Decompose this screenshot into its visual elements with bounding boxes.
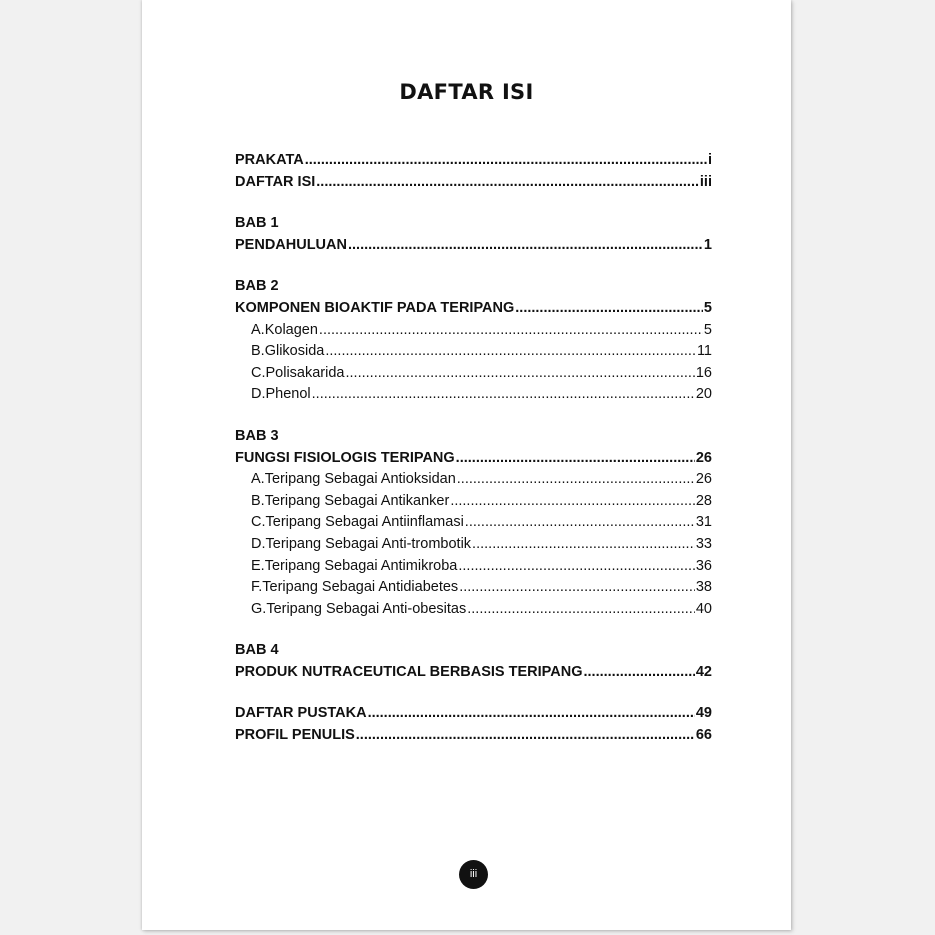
toc-entry-page: iii: [699, 173, 712, 190]
subentry-letter: E.: [251, 557, 265, 574]
subentry-label: Teripang Sebagai Antidiabetes: [262, 579, 459, 596]
dot-leader: [305, 150, 707, 172]
toc-entry-page: 26: [695, 449, 712, 466]
toc-entry-profil-penulis[interactable]: [235, 725, 712, 747]
chapter-number: BAB 3: [235, 427, 279, 444]
chapter-heading: [235, 213, 712, 235]
toc-entry-chapter-2[interactable]: [235, 298, 712, 320]
toc-subentry[interactable]: [235, 512, 712, 534]
subentry-label: Teripang Sebagai Antiinflamasi: [265, 514, 464, 531]
dot-leader: [348, 235, 703, 257]
dot-leader: [467, 599, 695, 621]
subentry-letter: A.: [251, 321, 265, 338]
page-number-badge: iii: [459, 860, 488, 889]
subentry-letter: A.: [251, 471, 265, 488]
toc-entry-page: 42: [695, 663, 712, 680]
dot-leader: [316, 172, 699, 194]
subentry-page: 28: [695, 492, 712, 509]
subentry-page: 16: [695, 364, 712, 381]
subentry-page: 5: [703, 321, 712, 338]
toc-subentry[interactable]: [235, 599, 712, 621]
chapter-number: BAB 2: [235, 278, 279, 295]
subentry-letter: D.: [251, 535, 266, 552]
dot-leader: [319, 320, 703, 342]
subentry-label: Teripang Sebagai Anti-trombotik: [265, 535, 472, 552]
dot-leader: [459, 577, 695, 599]
toc-entry-label: KOMPONEN BIOAKTIF PADA TERIPANG: [235, 299, 515, 316]
toc-entry-daftar-isi[interactable]: [235, 172, 712, 194]
dot-leader: [457, 469, 695, 491]
toc-entry-label: DAFTAR PUSTAKA: [235, 705, 367, 722]
spacer: [235, 406, 712, 426]
subentry-label: Polisakarida: [265, 364, 345, 381]
subentry-page: 26: [695, 471, 712, 488]
subentry-page: 36: [695, 557, 712, 574]
table-of-contents: [235, 150, 712, 747]
toc-entry-label: PROFIL PENULIS: [235, 727, 355, 744]
subentry-label: Teripang Sebagai Antimikroba: [264, 557, 458, 574]
toc-entry-chapter-1[interactable]: [235, 235, 712, 257]
subentry-label: Kolagen: [264, 321, 318, 338]
subentry-page: 33: [695, 535, 712, 552]
toc-entry-label: FUNGSI FISIOLOGIS TERIPANG: [235, 449, 455, 466]
toc-subentry[interactable]: [235, 320, 712, 342]
dot-leader: [472, 534, 695, 556]
toc-entry-label: PENDAHULUAN: [235, 236, 347, 253]
chapter-heading: [235, 640, 712, 662]
dot-leader: [325, 341, 696, 363]
subentry-letter: B.: [251, 492, 265, 509]
subentry-page: 40: [695, 600, 712, 617]
toc-subentry[interactable]: [235, 363, 712, 385]
toc-entry-daftar-pustaka[interactable]: [235, 703, 712, 725]
toc-subentry[interactable]: [235, 534, 712, 556]
dot-leader: [515, 298, 703, 320]
toc-entry-chapter-3[interactable]: [235, 448, 712, 470]
dot-leader: [346, 363, 695, 385]
dot-leader: [456, 448, 695, 470]
subentry-page: 20: [695, 386, 712, 403]
subentry-letter: G.: [251, 600, 267, 617]
dot-leader: [458, 556, 695, 578]
subentry-label: Teripang Sebagai Anti-obesitas: [266, 600, 467, 617]
toc-subentry[interactable]: [235, 384, 712, 406]
toc-subentry[interactable]: [235, 341, 712, 363]
dot-leader: [356, 725, 695, 747]
chapter-heading: [235, 276, 712, 298]
dot-leader: [450, 491, 695, 513]
subentry-page: 38: [695, 579, 712, 596]
toc-entry-chapter-4[interactable]: [235, 662, 712, 684]
toc-entry-page: 5: [703, 299, 712, 316]
toc-entry-page: 49: [695, 705, 712, 722]
toc-entry-label: PRAKATA: [235, 152, 304, 168]
subentry-label: Phenol: [265, 386, 311, 403]
toc-subentry[interactable]: [235, 556, 712, 578]
spacer: [235, 620, 712, 640]
subentry-letter: B.: [251, 343, 265, 360]
toc-subentry[interactable]: [235, 577, 712, 599]
dot-leader: [368, 703, 695, 725]
toc-subentry[interactable]: [235, 491, 712, 513]
subentry-letter: C.: [251, 514, 266, 531]
subentry-label: Glikosida: [264, 343, 325, 360]
subentry-page: 31: [695, 514, 712, 531]
subentry-page: 11: [696, 343, 712, 360]
dot-leader: [583, 662, 694, 684]
subentry-letter: D.: [251, 386, 266, 403]
spacer: [235, 256, 712, 276]
chapter-heading: [235, 426, 712, 448]
toc-entry-label: PRODUK NUTRACEUTICAL BERBASIS TERIPANG: [235, 663, 583, 680]
subentry-label: Teripang Sebagai Antioksidan: [264, 471, 456, 488]
toc-entry-page: 66: [695, 727, 712, 744]
dot-leader: [465, 512, 695, 534]
spacer: [235, 193, 712, 213]
dot-leader: [312, 384, 695, 406]
subentry-letter: C.: [251, 364, 266, 381]
subentry-label: Teripang Sebagai Antikanker: [264, 492, 450, 509]
document-page: [142, 0, 791, 930]
toc-subentry[interactable]: [235, 469, 712, 491]
page-title: DAFTAR ISI: [399, 80, 534, 104]
toc-entry-label: DAFTAR ISI: [235, 173, 316, 190]
toc-entry-page: 1: [703, 236, 712, 253]
spacer: [235, 683, 712, 703]
toc-entry-prakata[interactable]: [235, 150, 712, 172]
chapter-number: BAB 4: [235, 642, 279, 659]
chapter-number: BAB 1: [235, 215, 279, 232]
subentry-letter: F.: [251, 579, 263, 596]
toc-entry-page: i: [707, 152, 712, 168]
